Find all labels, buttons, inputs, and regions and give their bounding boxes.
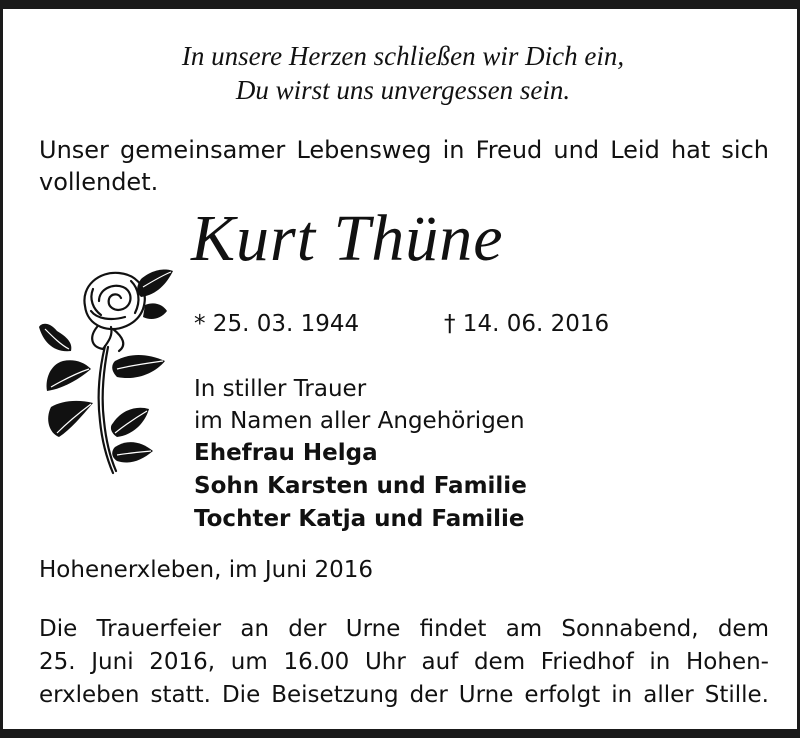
ceremony-line-1: Die Trauerfeier an der Urne findet am Sonnabend, dem xyxy=(39,616,769,642)
deceased-name: Kurt Thüne xyxy=(191,202,504,275)
mourner-name: Ehefrau Helga xyxy=(194,440,378,466)
verse-line-2: Du wirst uns unvergessen sein. xyxy=(235,75,571,105)
mourner-name: Tochter Katja und Familie xyxy=(194,506,525,532)
mourning-line-2: im Namen aller Angehörigen xyxy=(194,408,525,434)
birth-date: * 25. 03. 1944 xyxy=(194,311,360,337)
ceremony-info xyxy=(39,613,769,712)
verse-line-1: In unsere Herzen schließen wir Dich ein, xyxy=(181,41,625,71)
place-and-date: Hohenerxleben, im Juni 2016 xyxy=(39,557,374,583)
intro-line-1: Unser gemeinsamer Lebensweg in Freud und Leid hat sich xyxy=(39,136,769,164)
rose-icon xyxy=(37,261,177,481)
ceremony-line-3: erxleben statt. Die Beisetzung der Urne erfolgt in aller Stille. xyxy=(39,682,769,708)
mourner-name: Sohn Karsten und Familie xyxy=(194,473,527,499)
mourning-line-1: In stiller Trauer xyxy=(194,376,367,402)
death-date: † 14. 06. 2016 xyxy=(444,311,610,337)
intro-line-2: vollendet. xyxy=(39,168,159,196)
ceremony-line-2: 25. Juni 2016, um 16.00 Uhr auf dem Friedhof in Hohen- xyxy=(39,649,769,675)
